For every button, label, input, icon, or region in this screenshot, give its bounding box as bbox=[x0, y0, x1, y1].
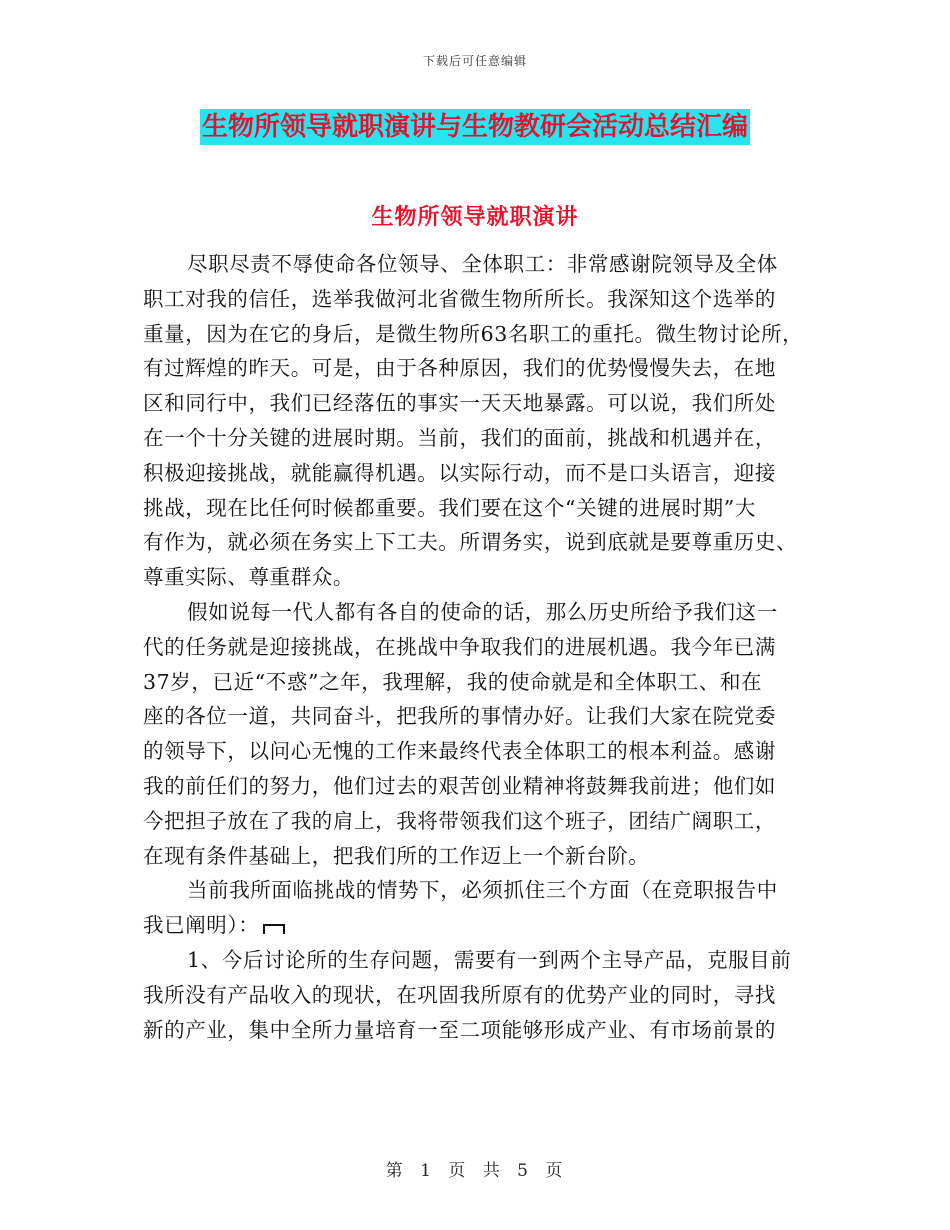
text-line: 在现有条件基础上，把我们所的工作迈上一个新台阶。 bbox=[143, 843, 650, 868]
body-text bbox=[143, 247, 823, 1047]
text-line: 重量，因为在它的身后，是微生物所63名职工的重托。微生物讨论所， bbox=[143, 321, 804, 346]
text-line: 当前我所面临挑战的情势下，必须抓住三个方面（在竞职报告中 bbox=[187, 878, 778, 903]
header-note: 下载后可任意编辑 bbox=[422, 54, 527, 68]
text-line: 挑战，现在比任何时候都重要。我们要在这个“关键的进展时期”大 bbox=[143, 495, 756, 520]
text-line-with-mark bbox=[143, 908, 823, 943]
text-line: 假如说每一代人都有各自的使命的话，那么历史所给予我们这一 bbox=[187, 599, 778, 624]
text-line: 座的各位一道，共同奋斗，把我所的事情办好。让我们大家在院党委 bbox=[143, 704, 776, 729]
text-line: 有作为，就必须在务实上下工夫。所谓务实，说到底就是要尊重历史、 bbox=[143, 530, 798, 555]
text-cursor-mark bbox=[263, 924, 285, 934]
text-line: 37岁，已近“不惑”之年，我理解，我的使命就是和全体职工、和在 bbox=[143, 669, 763, 694]
text-line: 尽职尽责不辱使命各位领导、全体职工：非常感谢院领导及全体 bbox=[187, 252, 778, 276]
text-line: 尊重实际、尊重群众。 bbox=[143, 565, 354, 590]
text-line: 在一个十分关键的进展时期。当前，我们的面前，挑战和机遇并在， bbox=[143, 425, 776, 450]
text-line: 我已阐明）： bbox=[143, 913, 260, 938]
text-line: 我所没有产品收入的现状，在巩固我所原有的优势产业的同时，寻找 bbox=[143, 982, 776, 1007]
text-line: 积极迎接挑战，就能赢得机遇。以实际行动，而不是口头语言，迎接 bbox=[143, 460, 776, 485]
text-line: 我的前任们的努力，他们过去的艰苦创业精神将鼓舞我前进；他们如 bbox=[143, 773, 776, 798]
document-title-text: 生物所领导就职演讲与生物教研会活动总结汇编 bbox=[200, 109, 750, 145]
text-line: 有过辉煌的昨天。可是，由于各种原因，我们的优势慢慢失去，在地 bbox=[143, 356, 776, 381]
document-title bbox=[0, 110, 950, 144]
text-line: 今把担子放在了我的肩上，我将带领我们这个班子，团结广阔职工， bbox=[143, 808, 776, 833]
page-footer: 第 1 页 共 5 页 bbox=[385, 1161, 565, 1181]
text-line: 区和同行中，我们已经落伍的事实一天天地暴露。可以说，我们所处 bbox=[143, 391, 776, 416]
text-line: 新的产业，集中全所力量培育一至二项能够形成产业、有市场前景的 bbox=[143, 1017, 776, 1042]
text-line: 代的任务就是迎接挑战，在挑战中争取我们的进展机遇。我今年已满 bbox=[143, 634, 776, 659]
text-line: 的领导下，以问心无愧的工作来最终代表全体职工的根本利益。感谢 bbox=[143, 739, 776, 764]
text-line: 职工对我的信任，选举我做河北省微生物所所长。我深知这个选举的 bbox=[143, 286, 776, 311]
text-line: 1、今后讨论所的生存问题，需要有一到两个主导产品，克服目前 bbox=[187, 947, 792, 972]
section-title: 生物所领导就职演讲 bbox=[371, 204, 579, 230]
